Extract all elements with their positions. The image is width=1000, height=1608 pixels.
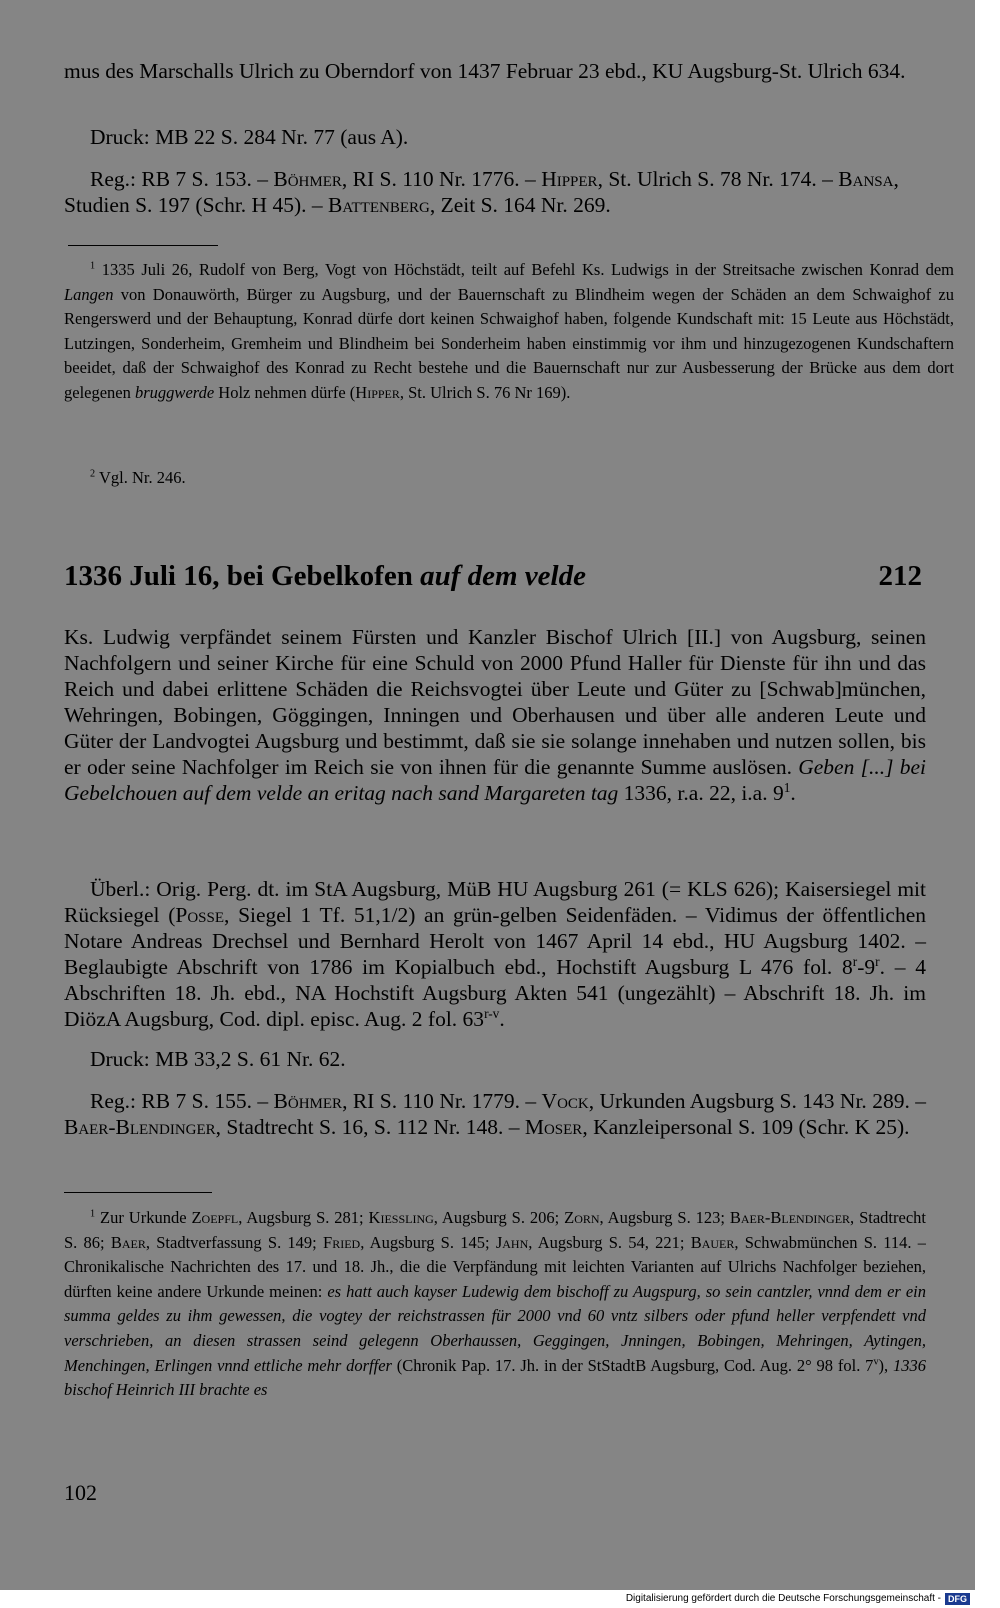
entry-number: 212 — [878, 560, 922, 592]
top-footnote-2: $^2$ Vgl. Nr. 246. — [90, 468, 186, 487]
entry-heading — [64, 556, 922, 596]
page-number: 102 — [64, 1480, 97, 1505]
bottom-footnote: $^1$ Zur Urkunde Zoepfl, Augsburg S. 281; Kiessling, Augsburg S. 206; Zorn, Augsburg S. 123; Baer-Blendinger, Stadtrecht S. 86; Baer, Stadtverfassung S. 149; Fried, Augsburg S. 145; Jahn, Augsburg S. 54, 221; Bauer, Schwabmünchen S. 114. – Chronikalische Nachrichten des 17. und 18. Jh., die die Verpfändung mit leichten Varianten auf Ulrichs Nachfolger beziehen, dürften keine andere Urkunde meinen: es hatt auch kayser Ludewig dem bischoff zu Augspurg, so sein cantzler, vnnd dem er ein summa geldes zu ihm gewessen, die vogtey der reichstrassen für 2000 vnd 60 vntz silbers oder pfund heller verpfendett vnd verschrieben, an diesen strassen seind gelegenn Oberhaussen, Geggingen, Jnningen, Bobingen, Mehringen, Aytingen, Menchingen, Erlingen vnnd ettliche mehr dorffer (Chronik Pap. 17. Jh. in der StStadtB Augsburg, Cod. Aug. 2° 98 fol. 7$^v$), 1336 bischof Heinrich III brachte es — [64, 1208, 926, 1400]
footnote-rule-top — [68, 245, 218, 246]
ueberlieferung: Überl.: Orig. Perg. dt. im StA Augsburg, MüB HU Augsburg 261 (= KLS 626); Kaisersiegel mit Rücksiegel (Posse, Siegel 1 Tf. 51,1/2) an grün-gelben Seidenfäden. – Vidimus der öffentlichen Notare Andreas Drechsel und Bernhard Herolt von 1467 April 14 ebd., HU Augsburg 1402. – Beglaubigte Abschrift von 1786 im Kopialbuch ebd., Hochstift Augsburg L 476 fol. 8$^r$-9$^r$. – 4 Abschriften 18. Jh. ebd., NA Hochstift Augsburg Akten 541 (ungezählt) – Abschrift 18. Jh. im DiözA Augsburg, Cod. dipl. episc. Aug. 2 fol. 63$^{r-v}$. — [64, 877, 926, 1031]
entry-date-place: 1336 Juli 16, bei Gebelkofen auf dem velde — [64, 560, 586, 592]
dfg-logo-icon: DFG — [945, 1593, 970, 1605]
druck-line-top: Druck: MB 22 S. 284 Nr. 77 (aus A). — [90, 125, 409, 149]
intro-continuation: mus des Marschalls Ulrich zu Oberndorf von 1437 Februar 23 ebd., KU Augsburg-St. Ulrich 634. — [64, 59, 906, 83]
digitization-credit — [626, 1590, 970, 1608]
reg-line: Reg.: RB 7 S. 155. – Böhmer, RI S. 110 Nr. 1779. – Vock, Urkunden Augsburg S. 143 Nr. 289. – Baer-Blendinger, Stadtrecht S. 16, S. 112 Nr. 148. – Moser, Kanzleipersonal S. 109 (Schr. K 25). — [64, 1089, 926, 1139]
footnote-rule-bottom — [64, 1192, 212, 1193]
druck-line: Druck: MB 33,2 S. 61 Nr. 62. — [90, 1047, 346, 1071]
reg-line-top: Reg.: RB 7 S. 153. – Böhmer, RI S. 110 Nr. 1776. – Hipper, St. Ulrich S. 78 Nr. 174. – Bansa, Studien S. 197 (Schr. H 45). – Battenberg, Zeit S. 164 Nr. 269. — [64, 167, 899, 217]
top-footnote-1: $^1$ 1335 Juli 26, Rudolf von Berg, Vogt von Höchstädt, teilt auf Befehl Ks. Ludwigs in der Streitsache zwischen Konrad dem Langen von Donauwörth, Bürger zu Augsburg, und der Bauernschaft zu Blindheim wegen der Schäden an dem Schwaighof zu Rengerswerd und der Behauptung, Konrad dürfe dort keinen Schwaighof haben, folgende Kundschaft mit: 15 Leute aus Höchstädt, Lutzingen, Sonderheim, Gremheim und Blindheim bei Sonderheim haben einstimmig vor ihm und hinzugezogenen Kundschaftern beeidet, daß der Schwaighof des Konrad zu Recht bestehe und die Bauernschaft nur zur Ausbesserung der Brücke aus dem dort gelegenen bruggwerde Holz nehmen dürfe (Hipper, St. Ulrich S. 76 Nr 169). — [64, 260, 954, 402]
credit-text: Digitalisierung gefördert durch die Deutsche Forschungsgemeinschaft - — [625, 1593, 941, 1604]
regest-text: Ks. Ludwig verpfändet seinem Fürsten und Kanzler Bischof Ulrich [II.] von Augsburg, seinen Nachfolgern und seiner Kirche für eine Schuld von 2000 Pfund Haller für Dienste für ihn und das Reich und dabei erlittene Schäden die Reichsvogtei über Leute und Güter zu [Schwab]münchen, Wehringen, Bobingen, Göggingen, Inningen und Oberhausen und über alle anderen Leute und Güter der Landvogtei Augsburg und bestimmt, daß sie sie solange innehaben und nutzen sollen, bis er oder seine Nachfolger im Reich sie von ihnen für die genannte Summe auslösen. Geben [...] bei Gebelchouen auf dem velde an eritag nach sand Margareten tag 1336, r.a. 22, i.a. $9^1$. — [64, 625, 926, 805]
